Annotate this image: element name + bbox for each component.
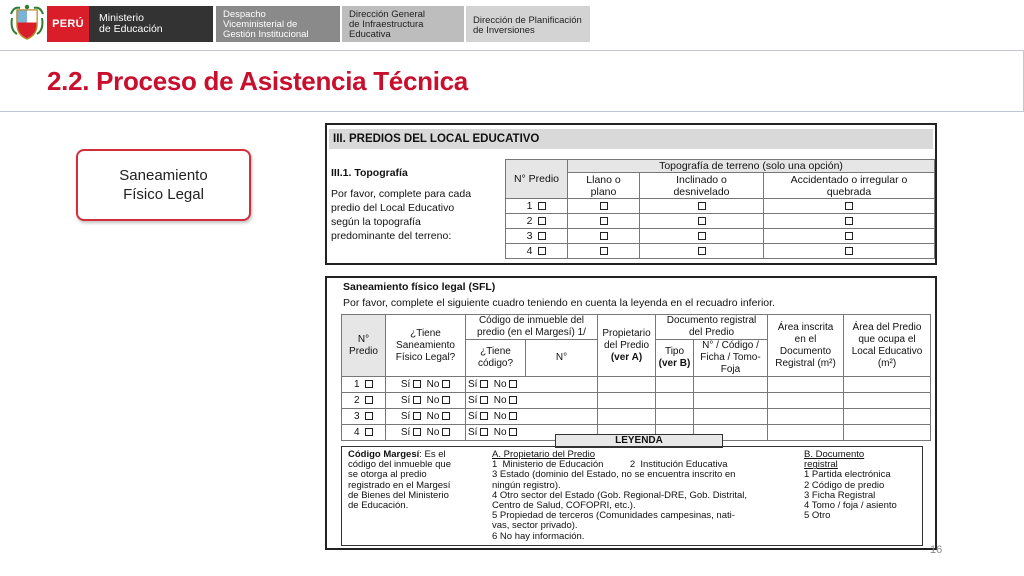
peru-label: PERÚ: [47, 6, 89, 42]
cell-si-no: [466, 409, 598, 425]
row-number-text: 4: [353, 426, 360, 438]
legend-b-item: 1 Partida electrónica: [804, 469, 891, 481]
cell: [640, 214, 764, 229]
legend-a-title: A. Propietario del Predio: [492, 449, 595, 460]
cell[interactable]: [844, 409, 931, 425]
instruction-line: Por favor, complete para cada: [331, 188, 472, 200]
no-label: No: [493, 410, 507, 422]
legend-a-item: 1 Ministerio de Educación 2 Institución Educativa: [492, 459, 728, 471]
col-area-predio-l1: Área del Predio: [852, 321, 922, 333]
direccion-general-line-1: Dirección General: [349, 9, 426, 20]
checkbox-icon[interactable]: [845, 202, 853, 210]
col-tiene-l1: ¿Tiene: [410, 327, 441, 339]
cell-si-no: [466, 393, 598, 409]
col-codigo-l2: predio (en el Margesí) 1/: [477, 327, 586, 338]
si-label: Sí: [468, 426, 478, 438]
margesi-line: de Bienes del Ministerio: [348, 489, 449, 501]
margesi-line: código del inmueble que: [348, 459, 451, 471]
si-label: Sí: [400, 394, 411, 406]
col-inclinado: [640, 173, 764, 199]
col-predio-l2: Predio: [349, 345, 378, 357]
checkbox-icon[interactable]: [600, 202, 608, 210]
cell: [640, 244, 764, 259]
cell[interactable]: [844, 377, 931, 393]
instruction-line: según la topografía: [331, 216, 421, 228]
col-propietario-l2: del Predio: [603, 339, 650, 351]
checkbox-icon[interactable]: [600, 217, 608, 225]
col-tipo-l1: Tipo: [664, 346, 685, 357]
sfl-form-panel: [325, 276, 937, 550]
legend-a-item: Centro de Salud, COFOPRI, etc.).: [492, 500, 636, 512]
group-header-topografia: Topografía de terreno (solo una opción): [568, 160, 935, 173]
legend-b-item: 4 Tomo / foja / asiento: [804, 500, 897, 512]
row-number: [506, 229, 568, 244]
legend-margesi: Código Margesí: Es el código del inmueble que se otorga al predio registrado en el Margesí de Bienes del Ministerio de Educación.: [348, 449, 451, 512]
checkbox-icon[interactable]: [480, 412, 488, 420]
checkbox-icon[interactable]: [413, 428, 421, 436]
legend-b-item: 5 Otro: [804, 510, 831, 522]
cell[interactable]: [598, 377, 656, 393]
row-number: [342, 409, 386, 425]
cell[interactable]: [656, 377, 694, 393]
col-accidentado-l1: Accidentado o irregular o: [790, 173, 908, 186]
legend-a-item: 4 Otro sector del Estado (Gob. Regional-DRE, Gob. Distrital,: [492, 489, 748, 501]
legend-a-item: 5 Propiedad de terceros (Comunidades campesinas, nati-: [492, 510, 735, 522]
table-row: [506, 244, 935, 259]
row-number: [506, 244, 568, 259]
col-tiene-sfl: [386, 315, 466, 377]
row-number-text: 4: [526, 245, 533, 257]
direccion-planificacion-line-2: de Inversiones: [473, 25, 535, 36]
row-number: [506, 199, 568, 214]
no-label: No: [426, 426, 440, 438]
form2-heading: Saneamiento físico legal (SFL): [343, 281, 496, 293]
saneamiento-fisico-legal-button[interactable]: [76, 149, 251, 221]
row-number-text: 2: [353, 394, 360, 406]
cell: [568, 214, 640, 229]
cell-si-no: [386, 377, 466, 393]
instruction-line: predominante del terreno:: [331, 230, 452, 242]
direccion-planificacion-label: [466, 6, 590, 42]
legend-a-item: 6 No hay información.: [492, 530, 585, 542]
ministerio-line-2: de Educación: [99, 23, 163, 35]
cell: [568, 199, 640, 214]
col-area-inscrita-l3: Documento: [779, 345, 832, 357]
row-number-text: 3: [526, 230, 533, 242]
table-row: [342, 377, 931, 393]
col-tipo: [656, 340, 694, 377]
page-number: 16: [930, 544, 943, 556]
si-label: Sí: [400, 426, 411, 438]
col-llano-l2: plano: [590, 185, 617, 198]
col-area-inscrita-l1: Área inscrita: [777, 321, 834, 333]
institutional-header: [0, 0, 1024, 46]
cell: [764, 199, 935, 214]
col-area-predio-l2: que ocupa el: [858, 333, 916, 345]
cell[interactable]: [768, 393, 844, 409]
form2-instructions: Por favor, complete el siguiente cuadro teniendo en cuenta la leyenda en el recuadro inferior.: [343, 297, 775, 309]
legend-propietario: [492, 450, 747, 542]
si-label: Sí: [468, 394, 478, 406]
table-row: [342, 393, 931, 409]
col-codigo-ficha-l3: Foja: [720, 364, 741, 375]
direccion-general-label: [342, 6, 464, 42]
col-documento-l1: Documento registral: [666, 315, 757, 326]
col-codigo-l1: Código de inmueble del: [478, 315, 585, 326]
despacho-line-1: Despacho: [223, 9, 266, 20]
cell: [764, 229, 935, 244]
checkbox-icon[interactable]: [845, 217, 853, 225]
col-tiene-l2: Saneamiento: [396, 339, 455, 351]
col-documento-l2: del Predio: [688, 327, 735, 338]
despacho-line-3: Gestión Institucional: [223, 29, 309, 40]
cell[interactable]: [656, 393, 694, 409]
ministerio-label: [89, 6, 213, 42]
si-label: Sí: [468, 410, 478, 422]
col-llano: [568, 173, 640, 199]
si-label: Sí: [468, 378, 478, 390]
checkbox-icon[interactable]: [442, 428, 450, 436]
checkbox-icon[interactable]: [845, 247, 853, 255]
row-number: [506, 214, 568, 229]
row-number-text: 2: [526, 215, 533, 227]
form1-heading: III. PREDIOS DEL LOCAL EDUCATIVO: [333, 133, 540, 145]
direccion-planificacion-line-1: Dirección de Planificación: [473, 15, 582, 26]
cell[interactable]: [694, 393, 768, 409]
instruction-line: predio del Local Educativo: [331, 202, 455, 214]
col-area-inscrita: [768, 315, 844, 377]
despacho-label: [216, 6, 340, 42]
cell-si-no: [386, 425, 466, 441]
row-number-text: 3: [353, 410, 360, 422]
sfl-table: [341, 314, 931, 441]
col-accidentado: [764, 173, 935, 199]
row-number-text: 1: [353, 378, 360, 390]
row-number: [342, 425, 386, 441]
checkbox-icon[interactable]: [480, 380, 488, 388]
button-line-2: Físico Legal: [123, 186, 204, 203]
cell[interactable]: [598, 409, 656, 425]
table-row: [506, 199, 935, 214]
col-propietario-l3: (ver A): [610, 351, 643, 363]
si-label: Sí: [400, 378, 411, 390]
legend-box: [341, 446, 923, 546]
col-codigo-group: [466, 315, 598, 340]
cell[interactable]: [768, 425, 844, 441]
cell: [640, 199, 764, 214]
checkbox-icon[interactable]: [365, 396, 373, 404]
checkbox-icon[interactable]: [442, 380, 450, 388]
col-propietario-l1: Propietario: [602, 327, 651, 339]
no-label: No: [493, 378, 507, 390]
col-area-predio-l4: (m²): [877, 357, 897, 369]
checkbox-icon[interactable]: [509, 412, 517, 420]
table-row: [342, 409, 931, 425]
checkbox-icon[interactable]: [413, 396, 421, 404]
checkbox-icon[interactable]: [509, 396, 517, 404]
col-codigo-ficha: [694, 340, 768, 377]
checkbox-icon[interactable]: [538, 202, 546, 210]
cell: [640, 229, 764, 244]
margesi-line: se otorga al predio: [348, 469, 427, 481]
checkbox-icon[interactable]: [413, 412, 421, 420]
col-accidentado-l2: quebrada: [826, 185, 872, 198]
cell: [764, 244, 935, 259]
no-label: No: [493, 394, 507, 406]
legend-b-item: 2 Código de predio: [804, 479, 885, 491]
checkbox-icon[interactable]: [698, 202, 706, 210]
col-n: N°: [526, 340, 598, 377]
col-predio: [342, 315, 386, 377]
checkbox-icon[interactable]: [442, 396, 450, 404]
cell: [764, 214, 935, 229]
row-number-text: 1: [526, 200, 533, 212]
legend-a-item: vas, sector privado).: [492, 520, 578, 532]
cell[interactable]: [844, 393, 931, 409]
topografia-table: [505, 159, 935, 259]
cell: [568, 229, 640, 244]
cell[interactable]: [598, 393, 656, 409]
checkbox-icon[interactable]: [600, 247, 608, 255]
cell-si-no: [386, 393, 466, 409]
legend-b-title-l2: registral: [804, 459, 838, 471]
cell[interactable]: [694, 409, 768, 425]
direccion-general-line-2: de Infraestructura: [349, 19, 424, 30]
checkbox-icon[interactable]: [698, 247, 706, 255]
row-number: [342, 393, 386, 409]
direccion-general-line-3: Educativa: [349, 29, 391, 40]
form1-subheading: III.1. Topografía: [331, 167, 408, 179]
col-tiene-codigo-l1: ¿Tiene: [480, 346, 511, 357]
ministerio-line-1: Ministerio: [99, 12, 144, 24]
col-area-predio-l3: Local Educativo: [851, 345, 923, 357]
col-predio-l1: N°: [357, 333, 370, 345]
checkbox-icon[interactable]: [365, 380, 373, 388]
row-number: [342, 377, 386, 393]
no-label: No: [426, 394, 440, 406]
checkbox-icon[interactable]: [509, 380, 517, 388]
legend-b-item: 3 Ficha Registral: [804, 489, 876, 501]
checkbox-icon[interactable]: [600, 232, 608, 240]
cell[interactable]: [694, 377, 768, 393]
col-predio: N° Predio: [506, 160, 568, 199]
checkbox-icon[interactable]: [698, 232, 706, 240]
legend-a-item: ningún registro).: [492, 479, 561, 491]
col-inclinado-l1: Inclinado o: [676, 173, 727, 186]
button-line-1: Saneamiento: [119, 167, 208, 184]
margesi-line: registrado en el Margesí: [348, 479, 451, 491]
checkbox-icon[interactable]: [480, 428, 488, 436]
checkbox-icon[interactable]: [698, 217, 706, 225]
checkbox-icon[interactable]: [538, 217, 546, 225]
col-tiene-l3: Físico Legal?: [395, 351, 456, 363]
cell[interactable]: [768, 377, 844, 393]
col-codigo-ficha-l1: N° / Código /: [702, 340, 759, 351]
no-label: No: [426, 378, 440, 390]
cell[interactable]: [844, 425, 931, 441]
checkbox-icon[interactable]: [413, 380, 421, 388]
cell-si-no: [386, 409, 466, 425]
col-area-predio: [844, 315, 931, 377]
margesi-line: de Educación.: [348, 500, 409, 512]
checkbox-icon[interactable]: [442, 412, 450, 420]
col-tiene-codigo-l2: código?: [477, 358, 514, 369]
despacho-line-2: Viceministerial de: [223, 19, 298, 30]
col-inclinado-l2: desnivelado: [673, 185, 730, 198]
col-tipo-l2: (ver B): [658, 358, 691, 369]
col-propietario: [598, 315, 656, 377]
checkbox-icon[interactable]: [365, 428, 373, 436]
no-label: No: [493, 426, 507, 438]
page-title: 2.2. Proceso de Asistencia Técnica: [47, 66, 468, 96]
no-label: No: [426, 410, 440, 422]
legend-b-title-l1: B. Documento: [804, 449, 865, 460]
cell[interactable]: [768, 409, 844, 425]
checkbox-icon[interactable]: [480, 396, 488, 404]
col-codigo-ficha-l2: Ficha / Tomo-: [700, 352, 761, 363]
table-row: [506, 229, 935, 244]
topografia-form-panel: [325, 123, 937, 265]
si-label: Sí: [400, 410, 411, 422]
peru-coat-of-arms-icon: [8, 4, 46, 42]
table-row: [506, 214, 935, 229]
cell-si-no: [466, 377, 598, 393]
col-tiene-codigo: [466, 340, 526, 377]
col-documento-group: [656, 315, 768, 340]
checkbox-icon[interactable]: [538, 232, 546, 240]
checkbox-icon[interactable]: [509, 428, 517, 436]
checkbox-icon[interactable]: [845, 232, 853, 240]
col-area-inscrita-l4: Registral (m²): [775, 357, 836, 369]
checkbox-icon[interactable]: [538, 247, 546, 255]
checkbox-icon[interactable]: [365, 412, 373, 420]
form1-instructions: [331, 187, 471, 243]
cell[interactable]: [656, 409, 694, 425]
legend-a-item: 3 Estado (dominio del Estado, no se encuentra inscrito en: [492, 469, 736, 481]
col-llano-l1: Llano o: [586, 173, 621, 186]
legend-documento: [804, 450, 897, 521]
cell: [568, 244, 640, 259]
legend-title: LEYENDA: [555, 434, 723, 448]
col-area-inscrita-l2: en el: [794, 333, 817, 345]
